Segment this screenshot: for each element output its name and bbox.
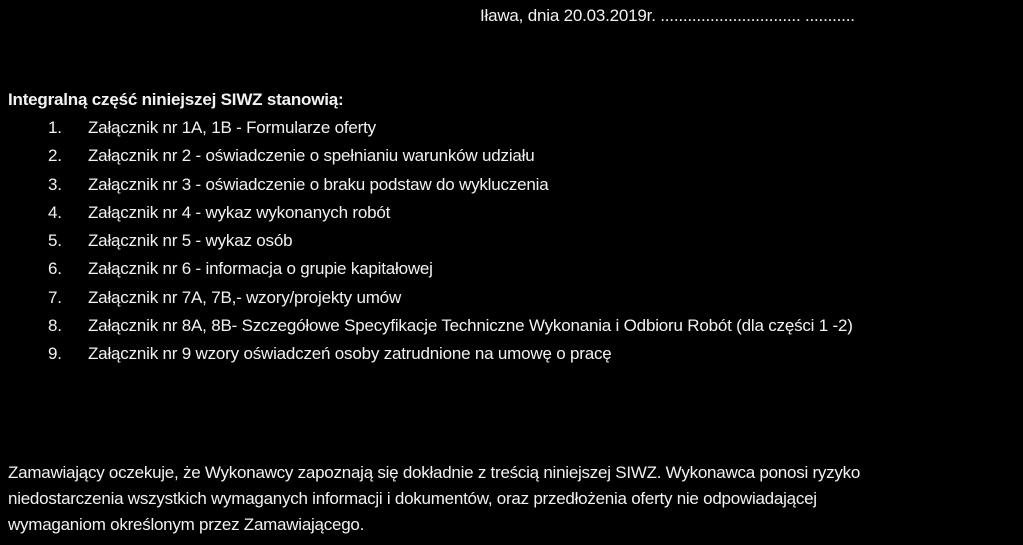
list-item-text: Załącznik nr 6 - informacja o grupie kapitałowej <box>88 259 433 279</box>
list-item-number: 4. <box>48 202 62 222</box>
list-item-number: 9. <box>48 344 62 364</box>
list-item-text: Załącznik nr 8A, 8B- Szczegółowe Specyfikacje Techniczne Wykonania i Odbioru Robót (dla części 1 -2) <box>88 316 853 336</box>
attachments-title: Integralną część niniejszej SIWZ stanowią: <box>8 90 344 109</box>
list-item-number: 6. <box>48 259 62 279</box>
notice-paragraph <box>8 460 1020 538</box>
notice-line: wymaganiom określonym przez Zamawiającego. <box>8 515 365 534</box>
list-item-text: Załącznik nr 9 wzory oświadczeń osoby zatrudnione na umowę o pracę <box>88 344 612 364</box>
place-date-line: Iława, dnia 20.03.2019r. ............................... ........... <box>480 6 855 25</box>
list-item-number: 3. <box>48 174 62 194</box>
list-item-number: 5. <box>48 231 62 251</box>
list-item-text: Załącznik nr 2 - oświadczenie o spełnianiu warunków udziału <box>88 146 535 166</box>
list-item-text: Załącznik nr 3 - oświadczenie o braku podstaw do wykluczenia <box>88 174 549 194</box>
notice-line: niedostarczenia wszystkich wymaganych informacji i dokumentów, oraz przedłożenia oferty nie odpowiadającej <box>8 489 817 508</box>
list-item-text: Załącznik nr 7A, 7B,- wzory/projekty umów <box>88 287 402 307</box>
list-item-text: Załącznik nr 5 - wykaz osób <box>88 231 293 251</box>
list-item-text: Załącznik nr 1A, 1B - Formularze oferty <box>88 118 376 137</box>
list-item-number: 1. <box>48 118 62 137</box>
list-item-text: Załącznik nr 4 - wykaz wykonanych robót <box>88 202 391 222</box>
list-item-number: 2. <box>48 146 62 166</box>
notice-line: Zamawiający oczekuje, że Wykonawcy zapoznają się dokładnie z treścią niniejszej SIWZ. Wykonawca ponosi ryzyko <box>8 463 861 482</box>
list-item-number: 7. <box>48 287 62 307</box>
list-item-number: 8. <box>48 316 62 336</box>
